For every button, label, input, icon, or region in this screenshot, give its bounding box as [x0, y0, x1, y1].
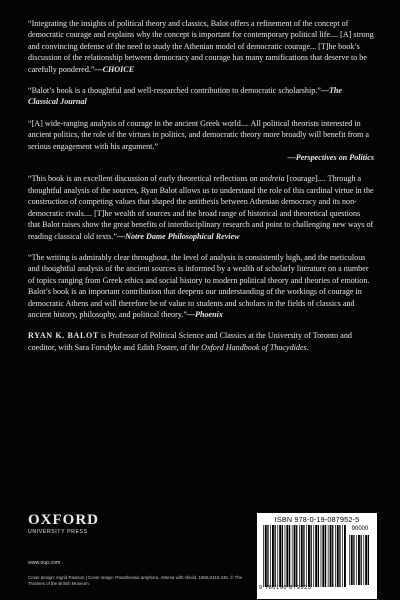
publisher-website: www.oup.com	[28, 560, 61, 566]
quote-source: —Perspectives on Politics	[287, 153, 374, 163]
barcode-addon-icon	[349, 535, 371, 585]
quote-text-cont: [courage].... Through a thoughtful analysis of the sources, Ryan Balot allows us to understand the role of this cardinal virtue in the construction of competing values that shaped the antithesis between Athenian democracy and its non-democratic rivals.... [T]he wealth of sources and the broad range of historical and theoretical questions that Balot raises show the great benefits of interdisciplinary research and point to challenging new ways of reading classical old texts.”	[28, 174, 374, 241]
barcode-panel	[257, 513, 377, 599]
quote-source: —Phoenix	[186, 309, 223, 319]
review-quote-classical-journal	[28, 85, 374, 108]
quote-text: “[A] wide-ranging analysis of courage in the ancient Greek world.... All political theorists interested in ancient politics, the role of the virtues in politics, and democratic theory more broadly will benefit from a serious engagement with his argument.”	[28, 118, 369, 151]
quote-italic-term: andreia	[259, 174, 285, 184]
author-bio-end: .	[306, 342, 309, 352]
publisher-name: OXFORD	[28, 512, 99, 528]
quote-source: —CHOICE	[94, 64, 135, 74]
author-name: RYAN K. BALOT	[28, 331, 99, 341]
quote-text: “The writing is admirably clear throughout, the level of analysis is consistently high, and the meticulous and thoughtful analysis of the ancient sources is informed by a wealth of scholarly literature on a number of topics ranging from Greek ethics and social history to modern political theory and theories of emotion. Balot’s book is an important contribution that deepens our understanding of the workings of courage in democratic Athens and will therefore be of value to students and scholars in the fields of classics and ancient history, philosophy, and political theory.”	[28, 252, 370, 319]
review-quote-phoenix	[28, 252, 374, 320]
barcode-icon	[263, 525, 347, 587]
review-column	[28, 18, 374, 353]
barcode-digits: 9 780190 879525	[259, 585, 312, 591]
quote-text: “Balot’s book is a thoughtful and well-researched contribution to democratic scholarship.”	[28, 86, 321, 96]
quote-text: “This book is an excellent discussion of early theoretical reflections on	[28, 174, 260, 184]
author-bio-text: is Professor of Political Science and Classics at the University of Toronto and coeditor, with Sara Forsdyke and Edith Foster, of the	[28, 331, 352, 352]
quote-source: —The Classical Journal	[28, 86, 343, 107]
isbn-label: ISBN 978-0-19-087952-5	[274, 515, 360, 524]
review-quote-perspectives	[28, 118, 374, 164]
author-bio	[28, 330, 374, 353]
quote-text: “Integrating the insights of political theory and classics, Balot offers a refinement of the concept of democratic courage and explains why the concept is important for contemporary political life.... [A] strong and convincing defense of the need to study the Athenian model of democratic courage... [T]he book’s discussion of the relationship between democracy and courage has many ramifications that deserve to be carefully pondered.”	[28, 19, 374, 74]
review-quote-notre-dame	[28, 173, 374, 241]
barcode-addon-digits: 90000	[351, 526, 369, 532]
author-bio-book-title: Oxford Handbook of Thucydides	[201, 342, 307, 352]
quote-source: —Notre Dame Philosophical Review	[117, 231, 240, 241]
publisher-subtitle: UNIVERSITY PRESS	[28, 529, 88, 535]
review-quote-choice	[28, 18, 374, 75]
cover-credits: Cover design: Ingrid Paulson | Cover image: Panathenaic amphora, Athena with shield. 1866,0415.246. © The Trustees of the British Museum.	[28, 575, 243, 586]
publisher-logo	[28, 513, 148, 535]
